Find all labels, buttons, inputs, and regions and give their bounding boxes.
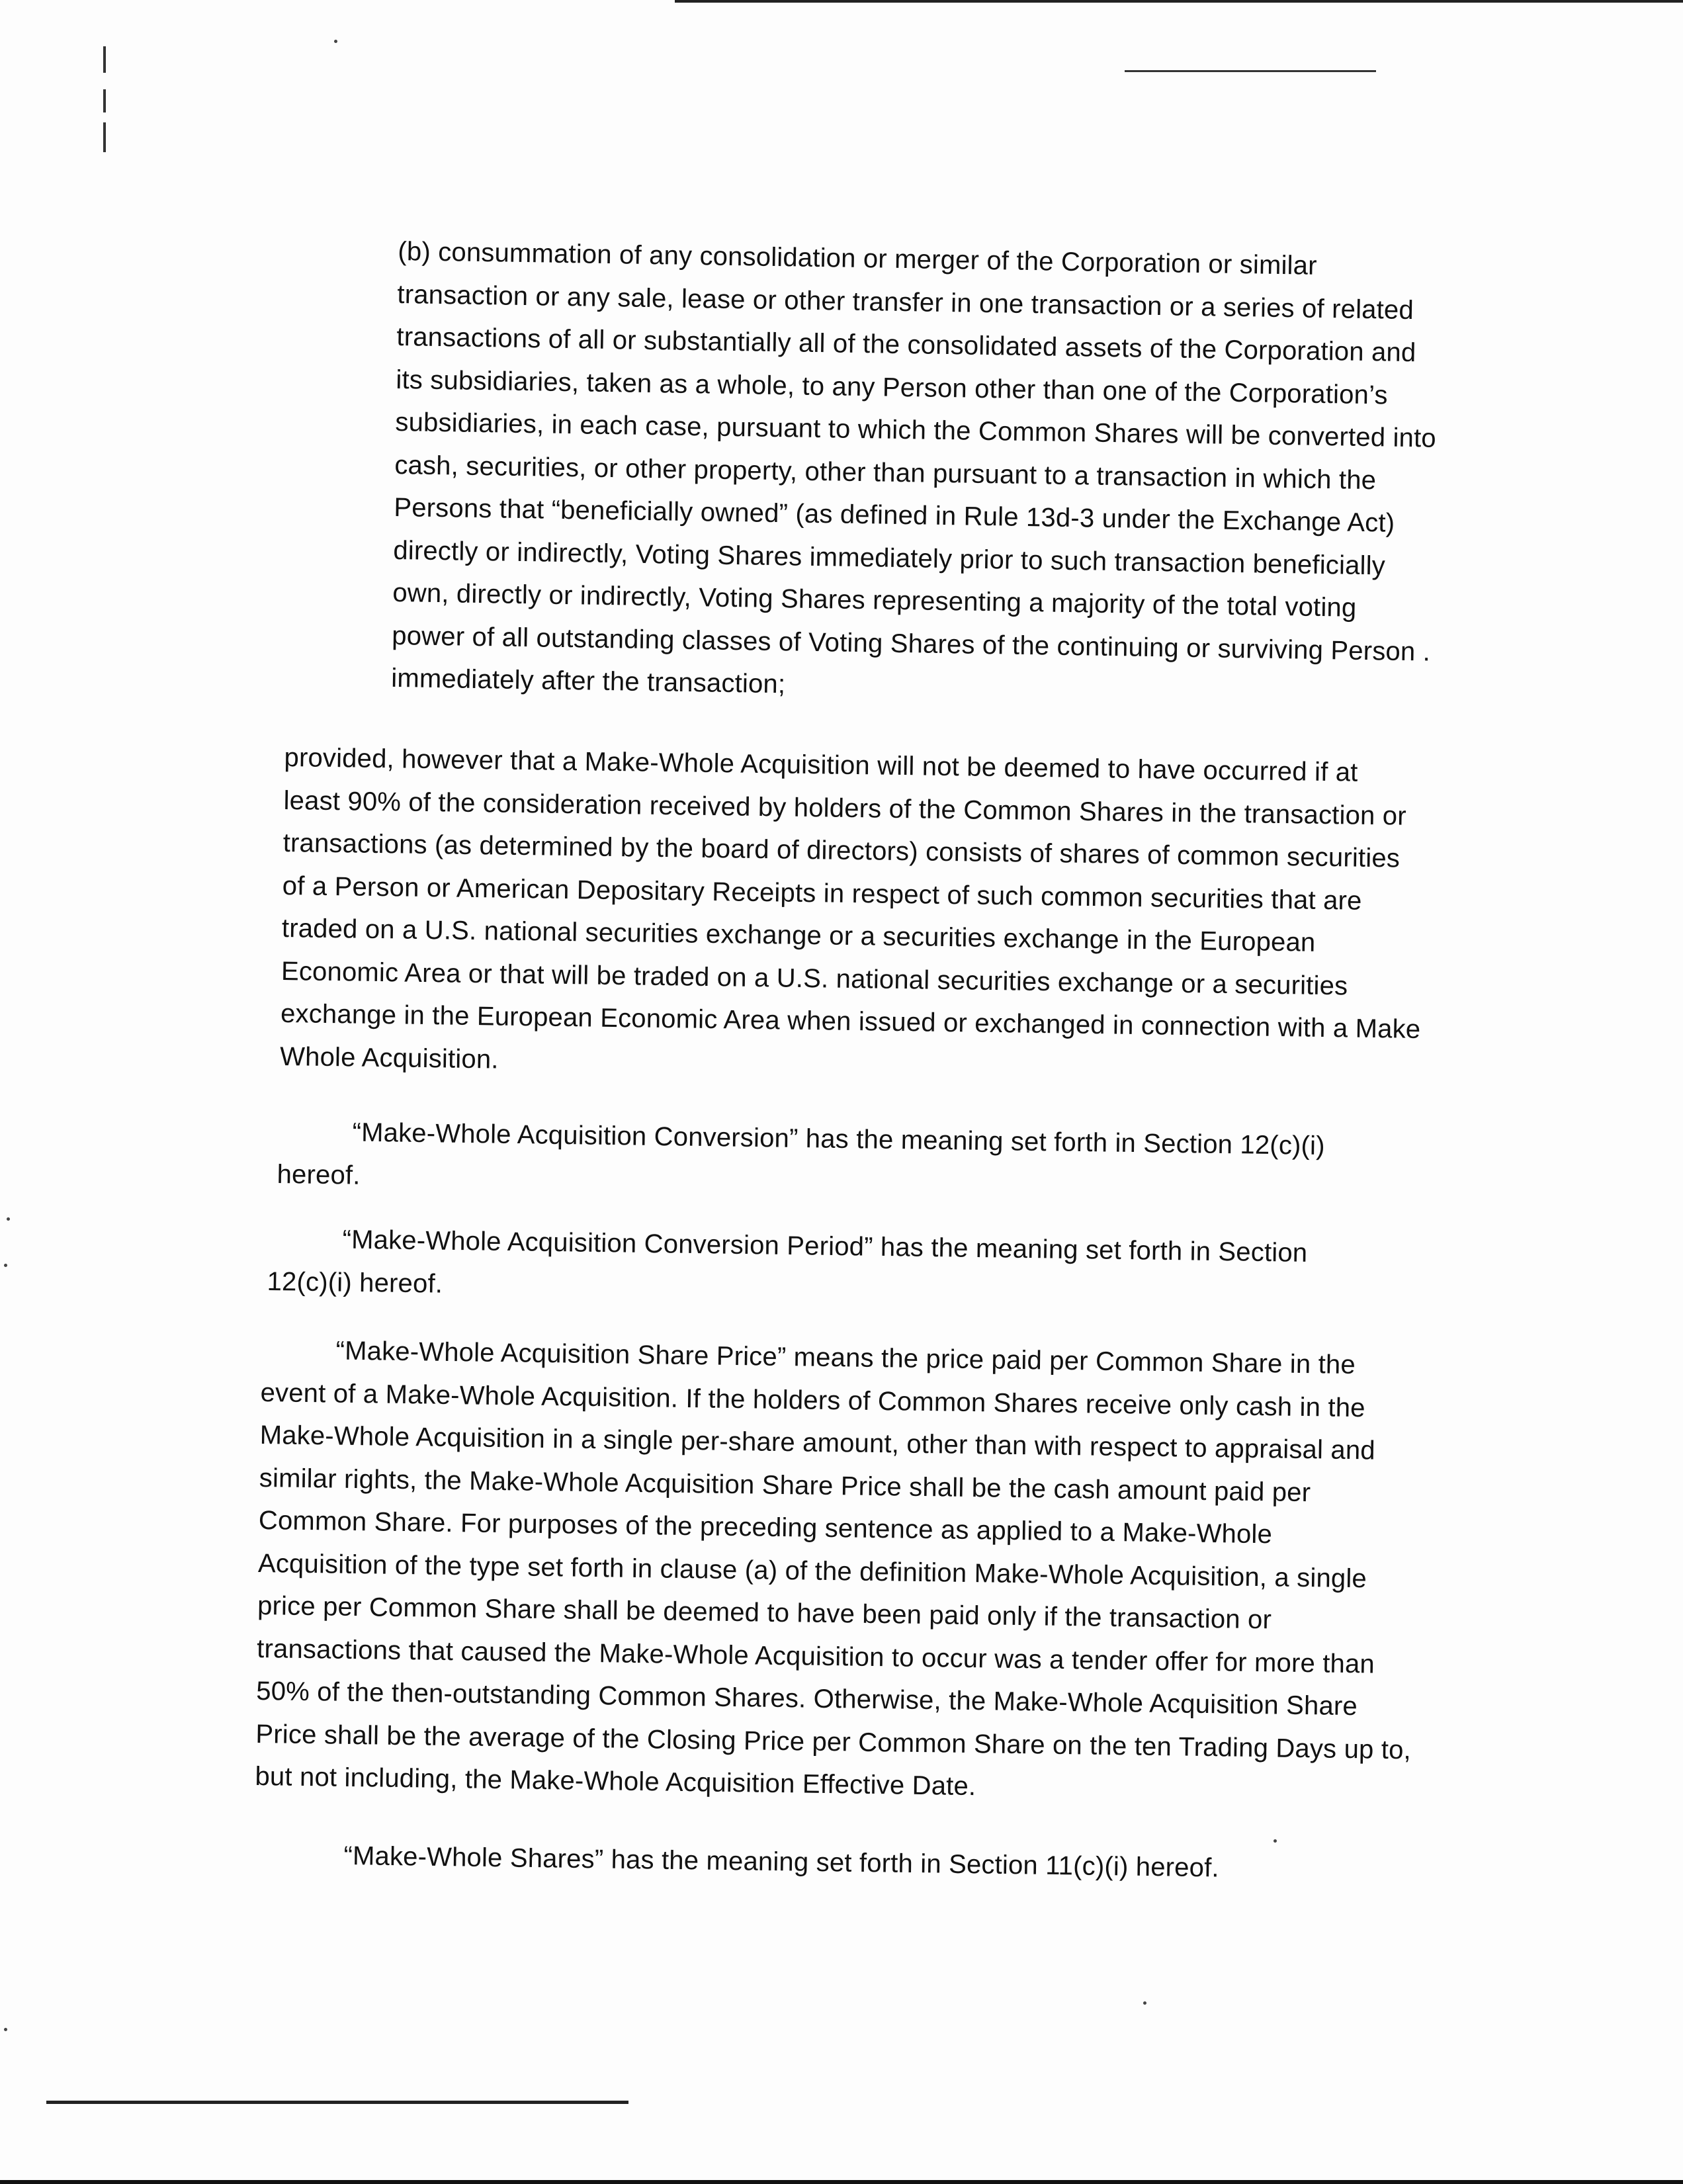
text-line: provided, however that a Make-Whole Acquisition will not be deemed to have occurred if at	[284, 742, 1358, 787]
text-line: “Make-Whole Acquisition Conversion Period” has the meaning set forth in Section	[267, 1223, 1308, 1268]
text-line: event of a Make-Whole Acquisition. If the holders of Common Shares receive only cash in the	[260, 1377, 1365, 1422]
scan-top-edge-line	[675, 0, 1683, 3]
scan-speck	[334, 40, 337, 43]
text-line: (b) consummation of any consolidation or merger of the Corporation or similar	[398, 236, 1318, 281]
text-line: power of all outstanding classes of Voting Shares of the continuing or surviving Person .	[392, 621, 1431, 667]
footer-rule	[46, 2101, 628, 2104]
scan-speck	[1273, 1839, 1277, 1843]
scan-speck	[7, 1217, 10, 1221]
scan-bottom-edge-line	[0, 2180, 1683, 2184]
text-line: of a Person or American Depositary Receipts in respect of such common securities that are	[282, 871, 1362, 916]
text-line: transactions that caused the Make-Whole Acquisition to occur was a tender offer for more than	[256, 1634, 1375, 1679]
text-line: cash, securities, or other property, other than pursuant to a transaction in which the	[394, 450, 1377, 495]
text-line: price per Common Share shall be deemed to have been paid only if the transaction or	[257, 1591, 1272, 1635]
text-line: Common Share. For purposes of the preceding sentence as applied to a Make-Whole	[258, 1505, 1273, 1550]
text-line: Economic Area or that will be traded on a U.S. national securities exchange or a securities	[280, 956, 1348, 1000]
scan-speck	[4, 1264, 7, 1267]
text-line: directly or indirectly, Voting Shares immediately prior to such transaction beneficially	[393, 535, 1386, 580]
scan-left-margin-mark	[103, 46, 106, 73]
text-line: hereof.	[277, 1159, 361, 1190]
text-line: Make-Whole Acquisition in a single per-share amount, other than with respect to appraisal and	[259, 1420, 1376, 1465]
scan-left-margin-mark	[103, 122, 106, 152]
definition-make-whole-acquisition-conversion-period	[267, 1217, 1485, 1320]
text-line: transactions (as determined by the board of directors) consists of shares of common securities	[282, 828, 1401, 873]
scan-top-right-rule	[1125, 70, 1376, 72]
text-line: least 90% of the consideration received by holders of the Common Shares in the transaction or	[283, 785, 1407, 831]
scan-left-margin-mark	[103, 89, 106, 112]
scan-speck	[4, 2028, 7, 2031]
definition-make-whole-acquisition-share-price	[255, 1329, 1479, 1815]
text-line: Acquisition of the type set forth in clause (a) of the definition Make-Whole Acquisition, a single	[257, 1548, 1367, 1593]
text-line: Price shall be the average of the Closing Price per Common Share on the ten Trading Days up to,	[255, 1719, 1412, 1765]
definition-make-whole-acquisition-conversion	[277, 1110, 1495, 1213]
text-line: transactions of all or substantially all of the consolidated assets of the Corporation and	[396, 322, 1416, 368]
text-line: immediately after the transaction;	[391, 663, 786, 699]
text-line: but not including, the Make-Whole Acquisition Effective Date.	[255, 1761, 976, 1802]
definition-make-whole-shares	[343, 1835, 1561, 1894]
text-line: traded on a U.S. national securities exchange or a securities exchange in the European	[281, 913, 1316, 957]
text-line: 12(c)(i) hereof.	[267, 1266, 443, 1299]
text-line: Whole Acquisition.	[279, 1041, 499, 1074]
text-line: transaction or any sale, lease or other transfer in one transaction or a series of related	[397, 279, 1414, 325]
text-line: its subsidiaries, taken as a whole, to any Person other than one of the Corporation’s	[396, 365, 1388, 410]
text-line: “Make-Whole Acquisition Share Price” means the price paid per Common Share in the	[261, 1334, 1356, 1380]
scan-speck	[1143, 2001, 1146, 2005]
text-line: own, directly or indirectly, Voting Shares representing a majority of the total voting	[392, 578, 1357, 623]
text-line: Persons that “beneficially owned” (as defined in Rule 13d-3 under the Exchange Act)	[394, 492, 1395, 538]
text-line: 50% of the then-outstanding Common Shares. Otherwise, the Make-Whole Acquisition Share	[256, 1676, 1358, 1722]
proviso-paragraph	[280, 736, 1495, 1095]
text-line: exchange in the European Economic Area when issued or exchanged in connection with a Make	[280, 998, 1421, 1045]
clause-b-paragraph	[391, 230, 1496, 717]
text-line: “Make-Whole Acquisition Conversion” has the meaning set forth in Section 12(c)(i)	[277, 1116, 1326, 1161]
text-line: similar rights, the Make-Whole Acquisition Share Price shall be the cash amount paid per	[259, 1463, 1311, 1507]
text-line: “Make-Whole Shares” has the meaning set forth in Section 11(c)(i) hereof.	[343, 1841, 1220, 1883]
text-line: subsidiaries, in each case, pursuant to which the Common Shares will be converted into	[395, 407, 1437, 453]
